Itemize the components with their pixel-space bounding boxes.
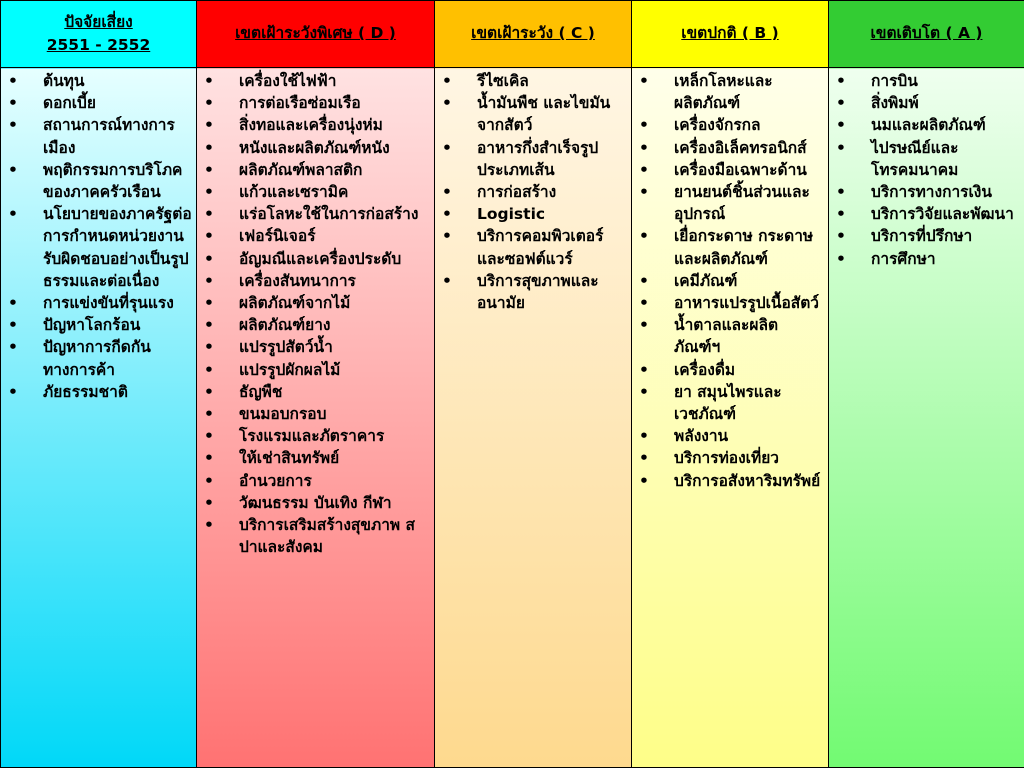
zone-c-item: • รีไซเคิล bbox=[439, 70, 627, 92]
zone-b-list bbox=[636, 70, 824, 492]
header-zone-b-label: เขตปกติ ( B ) bbox=[681, 24, 779, 43]
zone-d-item: • แปรรูปผักผลไม้ bbox=[201, 359, 430, 381]
zone-a-list bbox=[833, 70, 1020, 270]
zone-b-item: • เหล็กโลหะและผลิตภัณฑ์ bbox=[636, 70, 824, 114]
content-row bbox=[1, 68, 1024, 768]
risk-factor-item: • นโยบายของภาครัฐต่อการกำหนดหน่วยงานรับผิดชอบอย่างเป็นรูปธรรมและต่อเนื่อง bbox=[5, 203, 192, 292]
zone-c-item: • น้ำมันพืช และไขมันจากสัตว์ bbox=[439, 92, 627, 136]
zone-d-list bbox=[201, 70, 430, 558]
zone-d-item: • บริการเสริมสร้างสุขภาพ สปาและสังคม bbox=[201, 514, 430, 558]
zone-d-item: • ธัญพืช bbox=[201, 381, 430, 403]
header-zone-d bbox=[197, 1, 435, 68]
header-risk-factors-title: ปัจจัยเสี่ยง bbox=[64, 12, 133, 31]
zone-d-item: • เครื่องใช้ไฟฟ้า bbox=[201, 70, 430, 92]
zone-d-item: • โรงแรมและภัตราคาร bbox=[201, 425, 430, 447]
header-zone-d-label: เขตเฝ้าระวังพิเศษ ( D ) bbox=[235, 24, 396, 43]
risk-factor-item: • สถานการณ์ทางการเมือง bbox=[5, 114, 192, 158]
column-zone-b bbox=[632, 68, 829, 768]
column-zone-d bbox=[197, 68, 435, 768]
zone-c-list bbox=[439, 70, 627, 314]
zone-d-item: • การต่อเรือซ่อมเรือ bbox=[201, 92, 430, 114]
zone-a-item: • ไปรษณีย์และโทรคมนาคม bbox=[833, 137, 1020, 181]
zone-a-item: • บริการทางการเงิน bbox=[833, 181, 1020, 203]
zone-b-item: • เครื่องจักรกล bbox=[636, 114, 824, 136]
zone-a-item: • บริการที่ปรึกษา bbox=[833, 225, 1020, 247]
zone-c-item: • บริการสุขภาพและอนามัย bbox=[439, 270, 627, 314]
zone-b-item: • เครื่องอิเล็คทรอนิกส์ bbox=[636, 137, 824, 159]
risk-factor-item: • ปัญหาโลกร้อน bbox=[5, 314, 192, 336]
column-zone-c bbox=[435, 68, 632, 768]
zone-d-item: • ผลิตภัณฑ์ยาง bbox=[201, 314, 430, 336]
zone-b-item: • ยานยนต์ชิ้นส่วนและอุปกรณ์ bbox=[636, 181, 824, 225]
zone-d-item: • ผลิตภัณฑ์พลาสติก bbox=[201, 159, 430, 181]
zone-a-item: • นมและผลิตภัณฑ์ bbox=[833, 114, 1020, 136]
zone-b-item: • เครื่องดื่ม bbox=[636, 359, 824, 381]
column-risk-factors bbox=[1, 68, 197, 768]
risk-factor-list bbox=[5, 70, 192, 403]
zone-b-item: • เยื่อกระดาษ กระดาษและผลิตภัณฑ์ bbox=[636, 225, 824, 269]
risk-factor-item: • การแข่งขันที่รุนแรง bbox=[5, 292, 192, 314]
zone-b-item: • น้ำตาลและผลิตภัณฑ์ฯ bbox=[636, 314, 824, 358]
header-zone-c-label: เขตเฝ้าระวัง ( C ) bbox=[471, 24, 595, 43]
risk-factor-item: • ภัยธรรมชาติ bbox=[5, 381, 192, 403]
zone-d-item: • แปรรูปสัตว์น้ำ bbox=[201, 336, 430, 358]
zone-d-item: • สิ่งทอและเครื่องนุ่งห่ม bbox=[201, 114, 430, 136]
header-row bbox=[1, 1, 1024, 68]
header-zone-a-label: เขตเติบโต ( A ) bbox=[870, 24, 983, 43]
header-zone-c bbox=[435, 1, 632, 68]
zone-b-item: • ยา สมุนไพรและเวชภัณฑ์ bbox=[636, 381, 824, 425]
risk-factor-item: • ดอกเบี้ย bbox=[5, 92, 192, 114]
zone-d-item: • ขนมอบกรอบ bbox=[201, 403, 430, 425]
zone-d-item: • อัญมณีและเครื่องประดับ bbox=[201, 248, 430, 270]
risk-factor-item: • ต้นทุน bbox=[5, 70, 192, 92]
header-zone-b bbox=[632, 1, 829, 68]
risk-factor-item: • พฤติกรรมการบริโภคของภาคครัวเรือน bbox=[5, 159, 192, 203]
zone-d-item: • ให้เช่าสินทรัพย์ bbox=[201, 447, 430, 469]
zone-d-item: • ผลิตภัณฑ์จากไม้ bbox=[201, 292, 430, 314]
header-zone-a bbox=[829, 1, 1024, 68]
zone-c-item: • Logistic bbox=[439, 203, 627, 225]
header-risk-factors bbox=[1, 1, 197, 68]
zone-d-item: • แก้วและเซรามิค bbox=[201, 181, 430, 203]
zone-a-item: • การบิน bbox=[833, 70, 1020, 92]
zone-c-item: • อาหารกึ่งสำเร็จรูปประเภทเส้น bbox=[439, 137, 627, 181]
zone-b-item: • อาหารแปรรูปเนื้อสัตว์ bbox=[636, 292, 824, 314]
zone-d-item: • วัฒนธรรม บันเทิง กีฬา bbox=[201, 492, 430, 514]
zone-b-item: • เครื่องมือเฉพาะด้าน bbox=[636, 159, 824, 181]
risk-factor-item: • ปัญหาการกีดกันทางการค้า bbox=[5, 336, 192, 380]
zone-b-item: • บริการท่องเที่ยว bbox=[636, 447, 824, 469]
zone-c-item: • การก่อสร้าง bbox=[439, 181, 627, 203]
zone-d-item: • หนังและผลิตภัณฑ์หนัง bbox=[201, 137, 430, 159]
zone-b-item: • เคมีภัณฑ์ bbox=[636, 270, 824, 292]
zone-d-item: • เฟอร์นิเจอร์ bbox=[201, 225, 430, 247]
zone-b-item: • บริการอสังหาริมทรัพย์ bbox=[636, 470, 824, 492]
zone-c-item: • บริการคอมพิวเตอร์และซอฟต์แวร์ bbox=[439, 225, 627, 269]
zone-b-item: • พลังงาน bbox=[636, 425, 824, 447]
zone-d-item: • เครื่องสันทนาการ bbox=[201, 270, 430, 292]
zone-a-item: • สิ่งพิมพ์ bbox=[833, 92, 1020, 114]
zone-d-item: • อำนวยการ bbox=[201, 470, 430, 492]
column-zone-a bbox=[829, 68, 1024, 768]
zone-a-item: • บริการวิจัยและพัฒนา bbox=[833, 203, 1020, 225]
zone-a-item: • การศึกษา bbox=[833, 248, 1020, 270]
header-risk-factors-years: 2551 - 2552 bbox=[46, 36, 151, 54]
zone-d-item: • แร่อโลหะใช้ในการก่อสร้าง bbox=[201, 203, 430, 225]
